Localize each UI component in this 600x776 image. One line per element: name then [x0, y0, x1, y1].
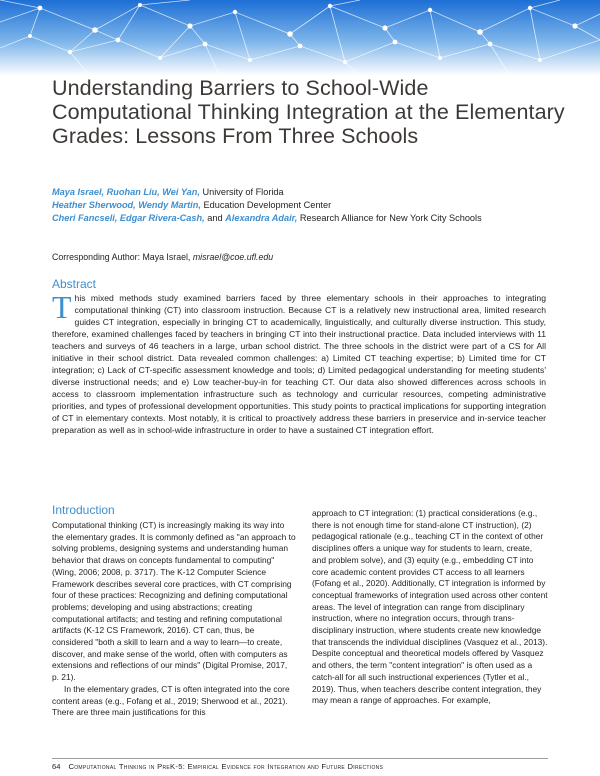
footer-divider — [52, 758, 548, 759]
author-names: Cheri Fancseli, Edgar Rivera-Cash, — [52, 213, 205, 223]
left-column — [52, 520, 296, 719]
paragraph: approach to CT integration: (1) practical considerations (e.g., there is not enough time for stand-alone CT instruction), (2) pedagogical rationale (e.g., teaching CT in the context of other disciplines offers a unique way for students to learn, create, and problem solve), and (3) equity (e.g., embedding CT into core academic content provides CT access to all learners (Fofang et al., 2020). Additionally, CT integration is informed by conceptual frameworks of integration used across other content areas. The level of integration can range from disciplinary instruction, where no integration occurs, through trans-disciplinary instruction, where students create new knowledge that transcends the individual disciplines (Vasquez et al., 2013). Despite conceptual and theoretical models offered by Vasquez and others, the term "content integration" is often used as a catch-all for all such instructional experiences (Tytler et al., 2019). Thus, when teachers describe content integration, they may mean a range of approaches. For example, — [312, 508, 548, 706]
page-footer — [52, 762, 383, 771]
page-number: 64 — [52, 762, 61, 771]
author-line — [52, 199, 572, 212]
author-conjunction: and — [207, 213, 223, 223]
author-names: Maya Israel, Ruohan Liu, Wei Yan, — [52, 187, 200, 197]
author-affiliation: Research Alliance for New York City Schools — [299, 213, 482, 223]
abstract-heading: Abstract — [52, 277, 97, 291]
corresponding-author — [52, 252, 273, 262]
author-affiliation: University of Florida — [202, 187, 284, 197]
abstract-body — [52, 289, 546, 436]
author-names: Alexandra Adair, — [225, 213, 298, 223]
author-line — [52, 212, 572, 225]
publication-title: Computational Thinking in PreK-5: Empirical Evidence for Integration and Future Directions — [68, 762, 384, 771]
article-title: Understanding Barriers to School-Wide Computational Thinking Integration at the Elementary Grades: Lessons From Three Schools — [52, 76, 565, 148]
author-line — [52, 186, 572, 199]
author-affiliation: Education Development Center — [203, 200, 332, 210]
author-list — [52, 186, 572, 225]
paragraph: In the elementary grades, CT is often integrated into the core content areas (e.g., Fofang et al., 2019; Sherwood et al., 2021). There are three main justifications for this — [52, 683, 290, 718]
paragraph: Computational thinking (CT) is increasingly making its way into the elementary grades. It is commonly defined as "an approach to solving problems, designing systems and understanding human behavior that draws on concepts fundamental to computing" (Wing, 2006; 2008, p. 3717). The K-12 Computer Science Framework describes several core practices, with CT comprising four of these practices: Recognizing and defining computational problems; developing and using abstractions; creating computational artifacts; and testing and refining computational artifacts (K-12 CS Framework, 2016). CT can, thus, be considered "both a skill to learn and a way to learn—to create, discover, and make sense of the world, often with computers as extensions and reflections of our minds" (Digital Promise, 2017, p. 21). — [52, 520, 296, 683]
corresponding-label: Corresponding Author: Maya Israel, — [52, 252, 191, 262]
abstract-text: his mixed methods study examined barriers faced by three elementary schools in their approaches to integrating computational thinking (CT) into classroom instruction. Because CT is a relatively new instructional area, limited research guides CT integration, especially in bringing CT to academically, linguistically, and culturally diverse instruction. This study, therefore, examined challenges faced by teachers in bringing CT into their instructional practice. Data included interviews with 11 teachers and surveys of 46 teachers in a large, urban school district. The three schools in the district were part of a CS for All initiative in their school district. Data revealed common challenges: a) Limited CT teaching expertise; b) Limited time for CT integration; c) Lack of CT-specific assessment knowledge and tools; d) Limited pedagogical understanding for meeting students' diverse instructional needs; and e) Low teacher-buy-in for teaching CT. Our data also showed differences across schools in access to classroom implementation infrastructure such as technology and curricular resources, competing administrative priorities, and types of professional development opportunities. This study points to practical implications for supporting integration of CT in elementary contexts. Most notably, it is critical to proactively address these barriers in preservice and in-service teacher preparation as well as in school-wide infrastructure in order to have a sustained CT integration effort. — [52, 293, 546, 435]
introduction-heading: Introduction — [52, 503, 115, 517]
drop-cap: T — [52, 289, 72, 325]
author-names: Heather Sherwood, Wendy Martin, — [52, 200, 201, 210]
network-banner-image — [0, 0, 600, 76]
corresponding-email: misrael@coe.ufl.edu — [192, 252, 274, 262]
right-column — [312, 508, 548, 707]
